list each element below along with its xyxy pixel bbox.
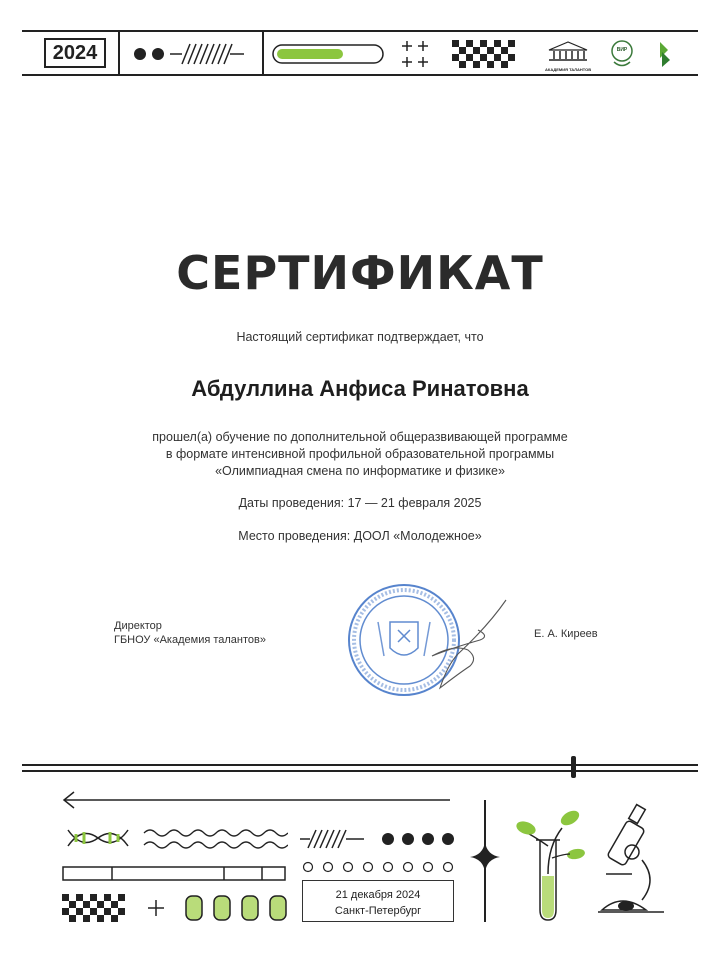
- emblem-icon: [610, 38, 634, 70]
- building-icon: [545, 40, 591, 62]
- dna-icon: [66, 822, 130, 854]
- wave-ornament: [142, 826, 288, 852]
- progress-pill: [272, 44, 384, 64]
- description-line: в формате интенсивной профильной образовательной программы: [165, 447, 555, 461]
- footer-rule: [22, 770, 698, 772]
- signer-organization: ГБНОУ «Академия талантов»: [114, 634, 266, 646]
- header-divider: [262, 30, 264, 76]
- footer-rule: [22, 764, 698, 766]
- microscope-icon: [596, 800, 668, 924]
- recipient-name: Абдуллина Анфиса Ринатовна: [191, 376, 529, 401]
- issue-date: 21 декабря 2024: [335, 889, 421, 901]
- checker-ornament: [62, 894, 128, 922]
- circles-ornament: [300, 860, 456, 874]
- event-dates: Даты проведения: 17 — 21 февраля 2025: [238, 496, 482, 510]
- leaf-logo-icon: [656, 40, 676, 68]
- emblem-logo: [610, 38, 634, 70]
- certificate-title: СЕРТИФИКАТ: [176, 246, 544, 300]
- issue-city: Санкт-Петербург: [334, 905, 422, 917]
- description-line: прошел(а) обучение по дополнительной общеразвивающей программе: [152, 430, 568, 444]
- issue-date-box: [302, 880, 454, 922]
- emblem-text: ВИР: [616, 47, 628, 53]
- header-bottom-rule: [22, 74, 698, 76]
- handwritten-signature: [418, 596, 514, 696]
- plus-grid-ornament: [400, 40, 430, 70]
- event-venue: Место проведения: ДООЛ «Молодежное»: [238, 529, 482, 543]
- header-top-rule: [22, 30, 698, 32]
- intro-text: Настоящий сертификат подтверждает, что: [236, 330, 484, 344]
- checker-ornament: [452, 40, 518, 68]
- academy-logo-text: АКАДЕМИЯ ТАЛАНТОВ: [545, 67, 592, 72]
- signer-name: Е. А. Киреев: [534, 628, 598, 640]
- academy-logo: [545, 40, 591, 70]
- stripes-dots-ornament: [300, 826, 456, 852]
- dots-stripes-ornament: [130, 40, 250, 68]
- sparkle-icon: [468, 840, 502, 874]
- header-divider: [118, 30, 120, 76]
- year-badge: 2024: [44, 38, 106, 68]
- plant-test-tube-icon: [512, 806, 590, 924]
- signer-position: Директор: [114, 620, 162, 632]
- segmented-bar: [62, 866, 286, 882]
- plus-icon: [146, 898, 166, 918]
- footer-marker: [571, 756, 576, 778]
- description-line: «Олимпиадная смена по информатике и физике»: [215, 464, 505, 478]
- arrow-left-icon: [62, 788, 452, 812]
- capsules-ornament: [184, 894, 288, 922]
